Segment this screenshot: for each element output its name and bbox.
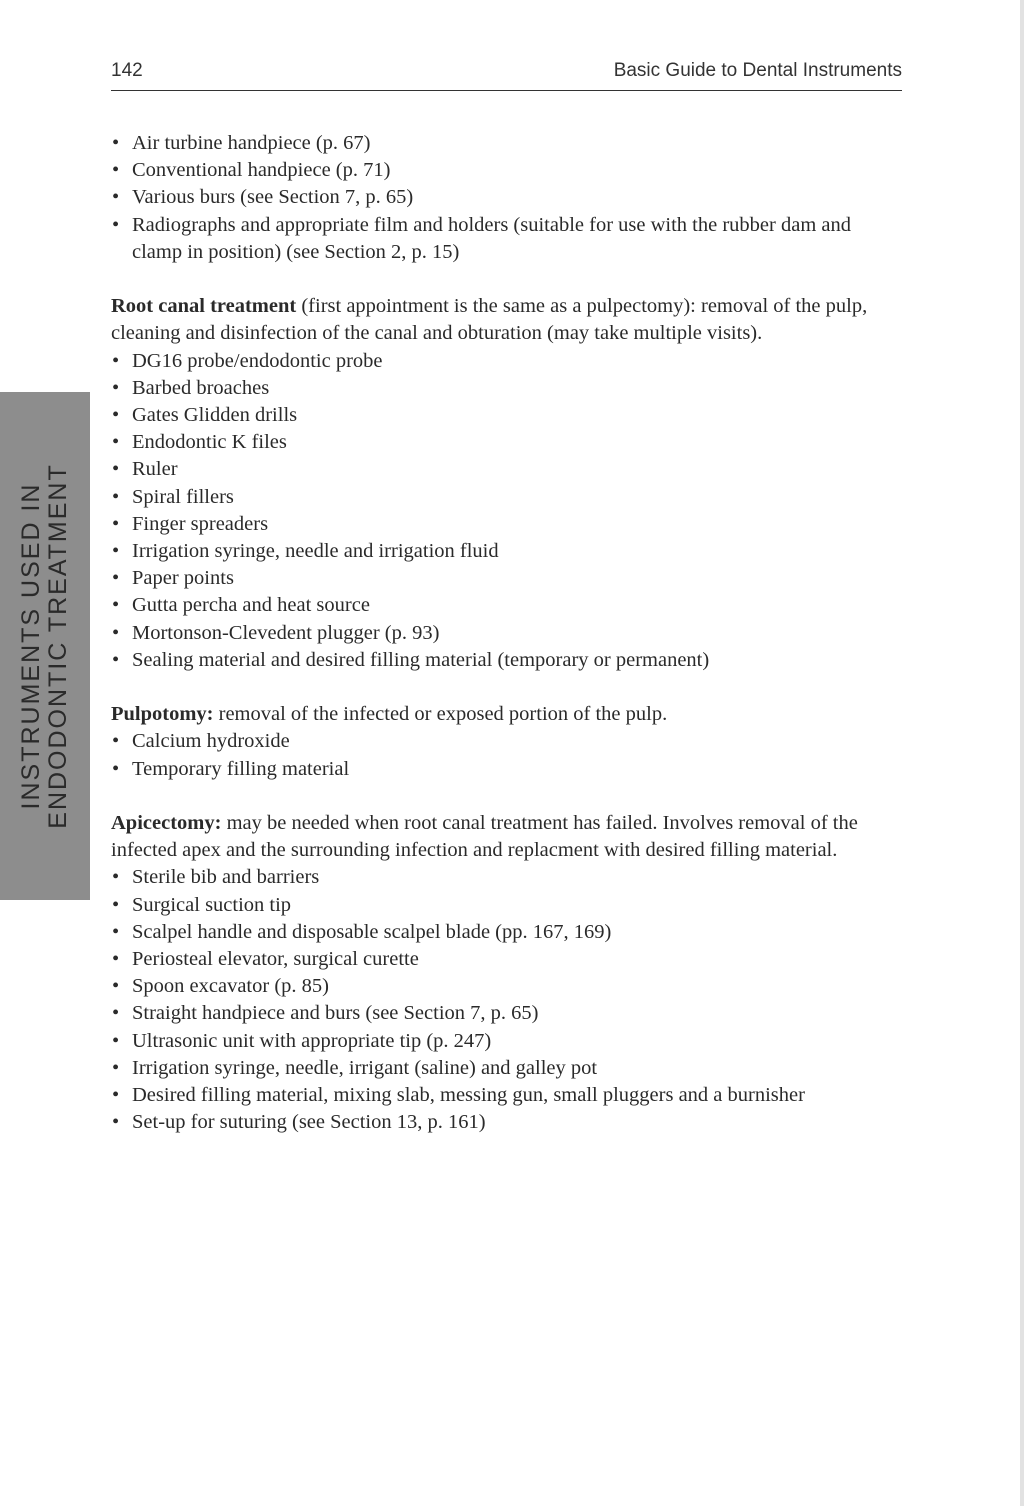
pulpotomy-description: removal of the infected or exposed portion of the pulp. [213,703,668,726]
list-item: • Calcium hydroxide [111,728,906,755]
list-item: • Conventional handpiece (p. 71) [111,157,906,184]
apicectomy-paragraph [111,810,906,864]
list-item: • Ruler [111,456,906,483]
root-canal-list [111,348,906,674]
list-item: • Gutta percha and heat source [111,592,906,619]
list-item: • Sealing material and desired filling material (temporary or permanent) [111,647,906,674]
section-tab-line-2: ENDODONTIC TREATMENT [44,463,72,829]
list-item: • Gates Glidden drills [111,402,906,429]
apicectomy-description: may be needed when root canal treatment has failed. Involves removal of the infected apex and the surrounding infection and replacment with desired filling material. [111,812,858,862]
root-canal-paragraph [111,293,906,347]
running-title: Basic Guide to Dental Instruments [613,60,902,81]
list-item: • Ultrasonic unit with appropriate tip (p. 247) [111,1028,906,1055]
section-tab-line-1: INSTRUMENTS USED IN [17,482,45,810]
list-item: • Surgical suction tip [111,892,906,919]
list-item: • Various burs (see Section 7, p. 65) [111,184,906,211]
list-item: • Periosteal elevator, surgical curette [111,946,906,973]
page-number: 142 [111,60,143,81]
page-body [111,130,906,1136]
running-header [111,58,902,91]
list-item: • Barbed broaches [111,375,906,402]
pulpotomy-paragraph [111,701,906,728]
section-thumb-tab [0,392,90,900]
root-canal-description: (first appointment is the same as a pulpectomy): removal of the pulp, cleaning and disinfection of the canal and obturation (may take multiple visits). [111,295,868,345]
list-item: • Finger spreaders [111,511,906,538]
list-item: • Temporary filling material [111,756,906,783]
apicectomy-term: Apicectomy: [111,812,222,835]
pulpotomy-list [111,728,906,782]
list-item: • Desired filling material, mixing slab, messing gun, small pluggers and a burnisher [111,1082,906,1109]
list-item: • Mortonson-Clevedent plugger (p. 93) [111,620,906,647]
list-item: • DG16 probe/endodontic probe [111,348,906,375]
section-tab-label [18,463,72,828]
root-canal-term: Root canal treatment [111,295,297,318]
list-item: • Straight handpiece and burs (see Section 7, p. 65) [111,1000,906,1027]
pulpotomy-term: Pulpotomy: [111,703,214,726]
list-item: • Set-up for suturing (see Section 13, p. 161) [111,1109,906,1136]
list-item: • Paper points [111,565,906,592]
instrument-list-top [111,130,906,266]
list-item: • Spiral fillers [111,484,906,511]
list-item: • Irrigation syringe, needle, irrigant (saline) and galley pot [111,1055,906,1082]
list-item: • Sterile bib and barriers [111,864,906,891]
list-item: • Irrigation syringe, needle and irrigation fluid [111,538,906,565]
list-item: • Endodontic K files [111,429,906,456]
list-item: • Air turbine handpiece (p. 67) [111,130,906,157]
list-item: • Spoon excavator (p. 85) [111,973,906,1000]
list-item: • Scalpel handle and disposable scalpel blade (pp. 167, 169) [111,919,906,946]
apicectomy-list [111,864,906,1136]
list-item: • Radiographs and appropriate film and holders (suitable for use with the rubber dam and clamp in position) (see Section 2, p. 15) [111,212,906,266]
